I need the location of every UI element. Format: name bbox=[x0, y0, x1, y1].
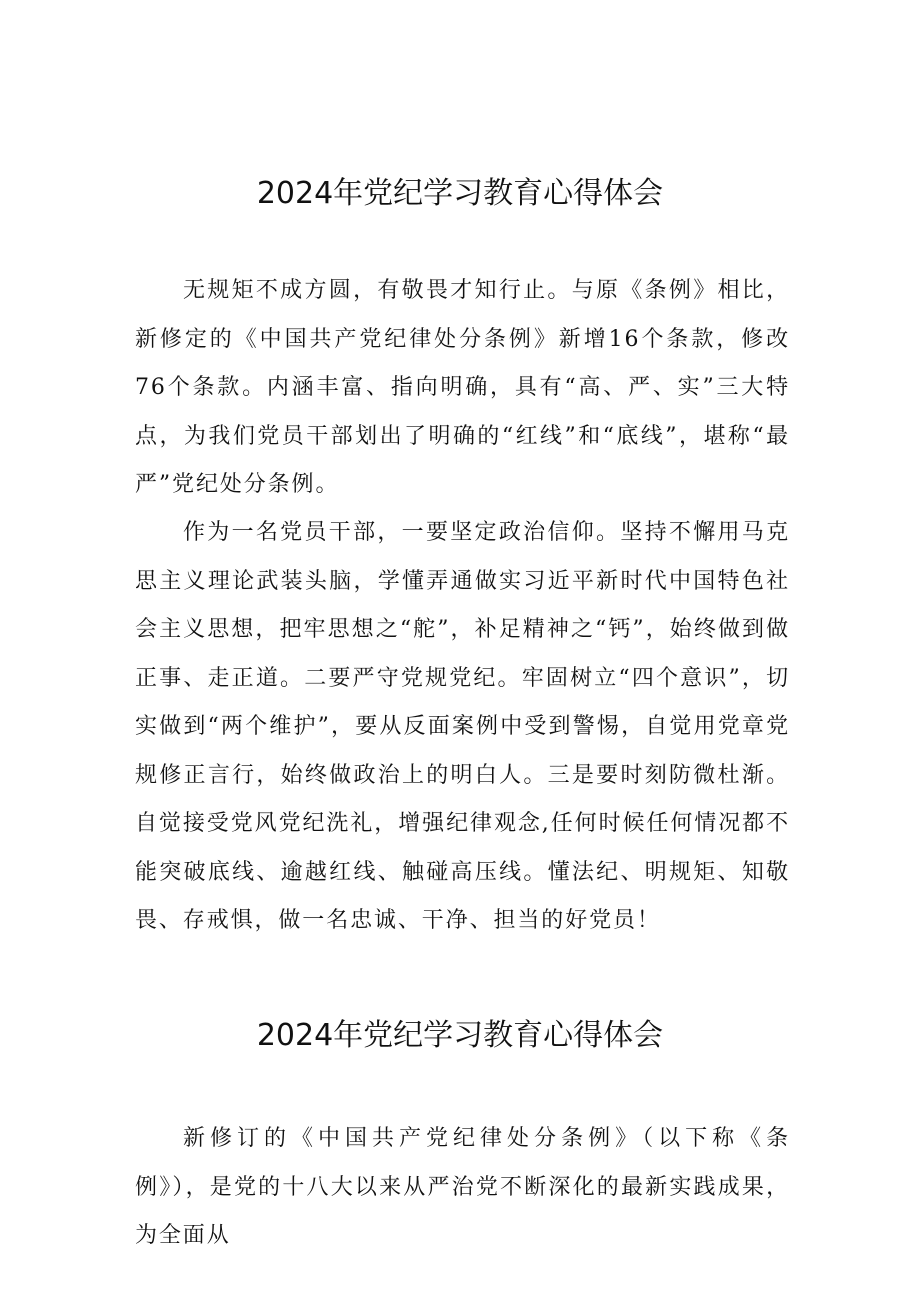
article-1-paragraph-1: 无规矩不成方圆，有敬畏才知行止。与原《条例》相比，新修定的《中国共产党纪律处分条例》新增16个条款，修改76个条款。内涵丰富、指向明确，具有“高、严、实”三大特点，为我们党员干部划出了明确的“红线”和“底线”，堪称“最严”党纪处分条例。 bbox=[135, 278, 790, 497]
article-2-paragraph-1: 新修订的《中国共产党纪律处分条例》（以下称《条例》），是党的十八大以来从严治党不断深化的最新实践成果，为全面从 bbox=[135, 1126, 790, 1248]
article-title-2: 2024年党纪学习教育心得体会 bbox=[256, 1018, 664, 1053]
article-title-1: 2024年党纪学习教育心得体会 bbox=[256, 176, 664, 211]
article-1-paragraph-2: 作为一名党员干部，一要坚定政治信仰。坚持不懈用马克思主义理论武装头脑，学懂弄通做实习近平新时代中国特色社会主义思想，把牢思想之“舵”，补足精神之“钙”，始终做到做正事、走正道。二要严守党规党纪。牢固树立“四个意识”，切实做到“两个维护”，要从反面案例中受到警惕，自觉用党章党规修正言行，始终做政治上的明白人。三是要时刻防微杜渐。自觉接受党风党纪洗礼，增强纪律观念,任何时候任何情况都不能突破底线、逾越红线、触碰高压线。懂法纪、明规矩、知敬畏、存戒惧，做一名忠诚、干净、担当的好党员！ bbox=[135, 520, 790, 933]
